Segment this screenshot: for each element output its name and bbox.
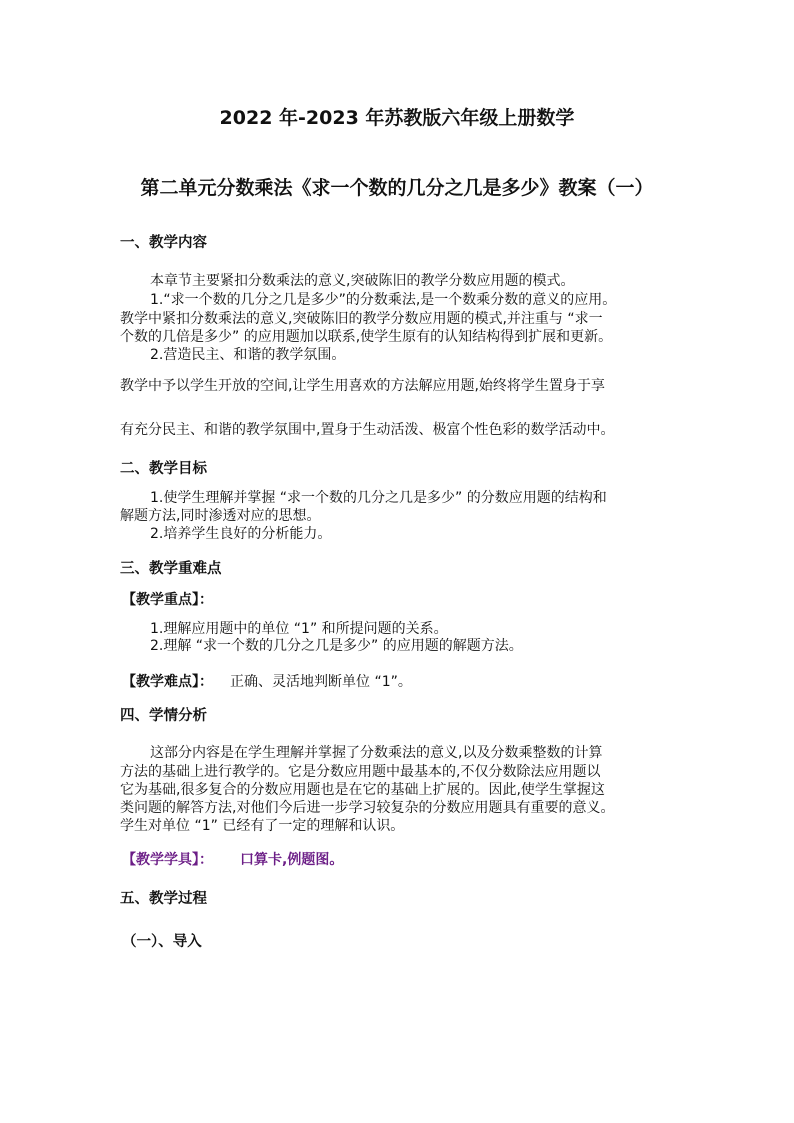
teaching-tools-label: 【教学学具】： [122,852,213,868]
paragraph-line: 解题方法,同时渗透对应的思想。 [120,508,321,524]
paragraph-line: 教学中予以学生开放的空间,让学生用喜欢的方法解应用题,始终将学生置身于享 [120,378,605,394]
document-subtitle: 第二单元分数乘法《求一个数的几分之几是多少》教案（一） [140,177,654,199]
paragraph-line: 个数的几倍是多少” 的应用题加以联系,使学生原有的认知结构得到扩展和更新。 [120,329,613,345]
section-heading-process: 五、教学过程 [120,891,207,907]
paragraph-line: 1.“求一个数的几分之几是多少”的分数乘法,是一个数乘分数的意义的应用。 [150,292,617,308]
paragraph-line: 方法的基础上进行教学的。它是分数应用题中最基本的,不仅分数除法应用题以 [120,764,601,780]
paragraph-line: 有充分民主、和谐的教学氛围中,置身于生动活泼、极富个性色彩的数学活动中。 [120,422,615,438]
document-title: 2022 年-2023 年苏教版六年级上册数学 [219,107,575,129]
difficulty-text: 正确、灵活地判断单位 “1”。 [230,674,412,690]
paragraph-line: 2.理解 “求一个数的几分之几是多少” 的应用题的解题方法。 [150,638,523,654]
paragraph-line: 2.培养学生良好的分析能力。 [150,526,332,542]
key-points-label: 【教学重点】： [122,592,213,608]
teaching-tools-text: 口算卡,例题图。 [240,852,344,868]
subsection-heading-intro: （一）、导入 [122,934,202,950]
section-heading-analysis: 四、学情分析 [120,708,207,724]
paragraph-line: 它为基础,很多复合的分数应用题也是在它的基础上扩展的。因此,使学生掌握这 [120,782,605,798]
section-heading-content: 一、教学内容 [120,235,207,251]
paragraph-line: 学生对单位 “1” 已经有了一定的理解和认识。 [120,818,405,834]
paragraph-line: 类问题的解答方法,对他们今后进一步学习较复杂的分数应用题具有重要的意义。 [120,800,615,816]
section-heading-goals: 二、教学目标 [120,461,207,477]
paragraph-line: 1.理解应用题中的单位 “1” 和所提问题的关系。 [150,621,448,637]
difficulty-label: 【教学难点】： [122,674,213,690]
paragraph-line: 本章节主要紧扣分数乘法的意义,突破陈旧的教学分数应用题的模式。 [150,273,575,289]
paragraph-line: 这部分内容是在学生理解并掌握了分数乘法的意义,以及分数乘整数的计算 [150,745,603,761]
paragraph-line: 2.营造民主、和谐的教学氛围。 [150,347,346,363]
section-heading-key-points: 三、教学重难点 [120,561,222,577]
paragraph-line: 1.使学生理解并掌握 “求一个数的几分之几是多少” 的分数应用题的结构和 [150,490,607,506]
paragraph-line: 教学中紧扣分数乘法的意义,突破陈旧的教学分数应用题的模式,并注重与 “求一 [120,311,603,327]
